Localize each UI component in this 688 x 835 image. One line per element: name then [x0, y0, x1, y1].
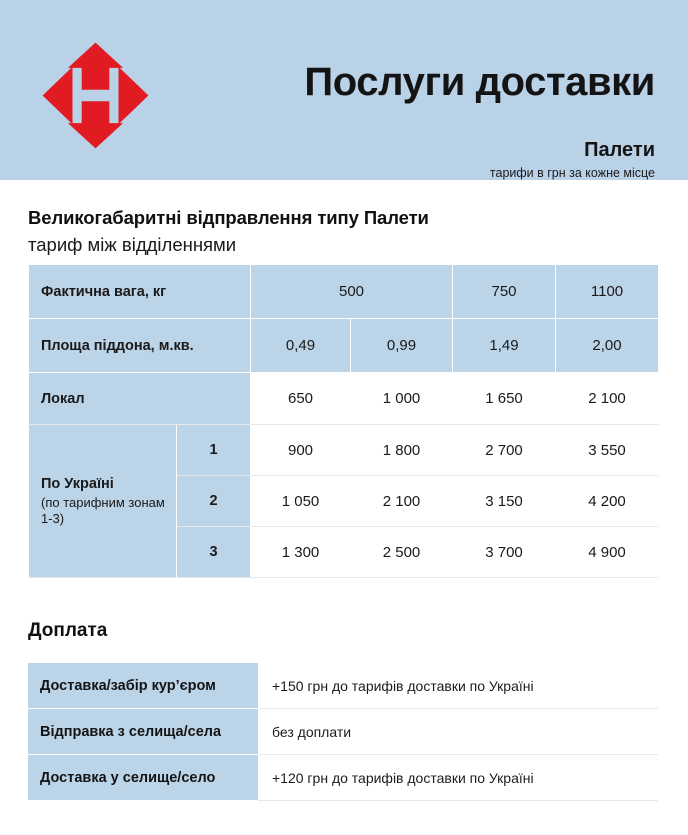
cell-weight-1100: 1100: [556, 265, 659, 319]
cell-zone3-1: 1 300: [251, 527, 351, 578]
surcharge-value-to-village: +120 грн до тарифів доставки по Україні: [258, 755, 658, 801]
page-title: Послуги доставки: [304, 60, 655, 104]
row-label-ukraine-sub: (по тарифним зонам 1-3): [41, 494, 165, 526]
cell-zone2-3: 3 150: [453, 476, 556, 527]
cell-weight-750: 750: [453, 265, 556, 319]
cell-zone-number-3: 3: [177, 527, 251, 578]
table-row-zone-1: [29, 425, 659, 476]
table-row: [28, 709, 658, 755]
cell-zone-number-2: 2: [177, 476, 251, 527]
cell-zone1-2: 1 800: [351, 425, 453, 476]
surcharge-section-title: Доплата: [28, 620, 108, 641]
row-label-pallet-area: Площа піддона, м.кв.: [29, 319, 251, 373]
cell-zone3-2: 2 500: [351, 527, 453, 578]
cell-zone2-1: 1 050: [251, 476, 351, 527]
header-note: тарифи в грн за кожне місце: [489, 166, 655, 180]
surcharge-label-courier: Доставка/забір кур’єром: [28, 663, 258, 709]
surcharge-value-courier: +150 грн до тарифів доставки по Україні: [258, 663, 658, 709]
cell-zone1-1: 900: [251, 425, 351, 476]
cell-area-1: 0,49: [251, 319, 351, 373]
cell-local-1: 650: [251, 373, 351, 425]
cell-zone3-4: 4 900: [556, 527, 659, 578]
row-label-local: Локал: [29, 373, 251, 425]
cell-area-2: 0,99: [351, 319, 453, 373]
cell-local-2: 1 000: [351, 373, 453, 425]
cell-zone1-3: 2 700: [453, 425, 556, 476]
surcharge-table: [28, 663, 658, 801]
cell-area-4: 2,00: [556, 319, 659, 373]
tariff-table: [28, 264, 659, 578]
surcharge-label-to-village: Доставка у селище/село: [28, 755, 258, 801]
row-label-weight: Фактична вага, кг: [29, 265, 251, 319]
surcharge-label-from-village: Відправка з селища/села: [28, 709, 258, 755]
main-section-title: Великогабаритні відправлення типу Палети: [28, 207, 429, 228]
cell-area-3: 1,49: [453, 319, 556, 373]
table-row: [28, 663, 658, 709]
cell-zone3-3: 3 700: [453, 527, 556, 578]
main-section-subtitle: тариф між відділеннями: [28, 234, 237, 255]
table-row: [28, 755, 658, 801]
cell-zone1-4: 3 550: [556, 425, 659, 476]
surcharge-value-from-village: без доплати: [258, 709, 658, 755]
cell-local-3: 1 650: [453, 373, 556, 425]
table-row-weight: [29, 265, 659, 319]
cell-zone2-4: 4 200: [556, 476, 659, 527]
cell-zone-number-1: 1: [177, 425, 251, 476]
header-subtitle: Палети: [584, 139, 655, 161]
cell-zone2-2: 2 100: [351, 476, 453, 527]
row-label-ukraine: [29, 425, 177, 578]
page-header-band: [0, 0, 688, 180]
table-row-pallet-area: [29, 319, 659, 373]
nova-poshta-arrows-logo: [38, 38, 153, 153]
cell-weight-500: 500: [251, 265, 453, 319]
row-label-ukraine-main: По Україні: [41, 475, 114, 492]
cell-local-4: 2 100: [556, 373, 659, 425]
table-row-local: [29, 373, 659, 425]
